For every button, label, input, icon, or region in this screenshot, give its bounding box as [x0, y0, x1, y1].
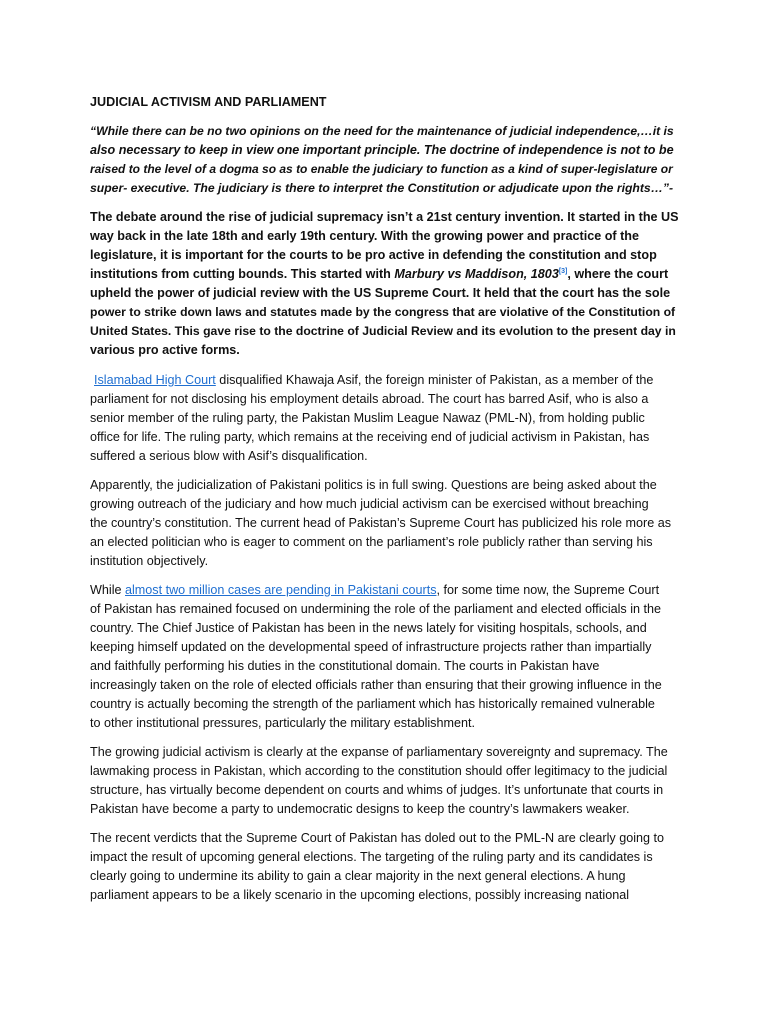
paragraph-line: way back in the late 18th and early 19th century. With the growing power and practice of the [90, 229, 639, 243]
case-name: Marbury vs Maddison, 1803 [394, 267, 559, 281]
paragraph-line: institution objectively. [90, 554, 209, 568]
footnote-reference-link[interactable]: [3] [558, 267, 568, 275]
paragraph-line: keeping himself updated on the developmental speed of infrastructure projects rather than impartially [90, 640, 652, 654]
quote-line: also necessary to keep in view one important principle. The doctrine of independence is not to be [90, 143, 674, 157]
paragraph-line: the country’s constitution. The current head of Pakistan’s Supreme Court has publicized his role more as [90, 516, 672, 530]
paragraph-line: structure, has virtually become dependent on courts and whims of judges. It’s unfortunate that courts in [90, 783, 664, 797]
paragraph-line: lawmaking process in Pakistan, which according to the constitution should offer legitimacy to the judicial [90, 764, 668, 778]
paragraph-line: clearly going to undermine its ability to gain a clear majority in the next general elections. A hung [90, 869, 626, 883]
paragraph-line [90, 372, 653, 388]
paragraph-line: of Pakistan has remained focused on undermining the role of the parliament and elected officials in the [90, 602, 662, 616]
paragraph-line [90, 582, 659, 598]
paragraph-line: growing outreach of the judiciary and how much judicial activism can be exercised without breaching [90, 497, 649, 511]
line-text: , where the court [567, 267, 669, 281]
paragraph-line: The recent verdicts that the Supreme Court of Pakistan has doled out to the PML-N are clearly going to [90, 831, 665, 845]
paragraph-line: and faithfully performing his duties in the constitutional domain. The courts in Pakistan have [90, 659, 600, 673]
line-text: disqualified Khawaja Asif, the foreign minister of Pakistan, as a member of the [215, 373, 654, 387]
islamabad-high-court-link[interactable]: Islamabad High Court [94, 373, 216, 387]
paragraph-line: The growing judicial activism is clearly at the expanse of parliamentary sovereignty and supremacy. The [90, 745, 668, 759]
paragraph-line [90, 266, 668, 282]
paragraph-line: country. The Chief Justice of Pakistan has been in the news lately for visiting hospitals, schools, and [90, 621, 647, 635]
paragraph-line: legislature, it is important for the courts to be pro active in defending the constitution and stop [90, 248, 657, 262]
paragraph-line: increasingly taken on the role of elected officials rather than ensuring that their growing influence in the [90, 678, 662, 692]
line-text: , for some time now, the Supreme Court [436, 583, 660, 597]
paragraph-line: United States. This gave rise to the doctrine of Judicial Review and its evolution to the present day in [90, 324, 676, 338]
paragraph-line: Pakistan have become a party to undemocratic designs to keep the country’s lawmakers weaker. [90, 802, 630, 816]
paragraph-line: suffered a serious blow with Asif’s disqualification. [90, 449, 368, 463]
document-title: JUDICIAL ACTIVISM AND PARLIAMENT [90, 95, 327, 109]
paragraph-line: office for life. The ruling party, which remains at the receiving end of judicial activism in Pakistan, has [90, 430, 650, 444]
quote-line: “While there can be no two opinions on the need for the maintenance of judicial independence,…it is [90, 124, 674, 138]
paragraph-line: power to strike down laws and statutes made by the congress that are violative of the Constitution of [90, 305, 676, 319]
paragraph-line: upheld the power of judicial review with the US Supreme Court. It held that the court has the sole [90, 286, 671, 300]
paragraph-line: country is actually becoming the strength of the parliament which has historically remained vulnerable [90, 697, 655, 711]
paragraph-line: Apparently, the judicialization of Pakistani politics is in full swing. Questions are being asked about the [90, 478, 657, 492]
quote-line: raised to the level of a dogma so as to enable the judiciary to function as a kind of super-legislature or [90, 162, 673, 176]
paragraph-line: various pro active forms. [90, 343, 240, 357]
line-text: institutions from cutting bounds. This started with [90, 267, 395, 281]
paragraph-line: senior member of the ruling party, the Pakistan Muslim League Nawaz (PML-N), from holding public [90, 411, 645, 425]
paragraph-line: impact the result of upcoming general elections. The targeting of the ruling party and its candidates is [90, 850, 653, 864]
paragraph-line: to other institutional pressures, particularly the military establishment. [90, 716, 475, 730]
paragraph-line: parliament appears to be a likely scenario in the upcoming elections, possibly increasing national [90, 888, 630, 902]
paragraph-line: parliament for not disclosing his employment details abroad. The court has barred Asif, who is also a [90, 392, 649, 406]
line-text: While [90, 583, 125, 597]
paragraph-line: an elected politician who is eager to comment on the parliament’s role publicly rather than serving his [90, 535, 653, 549]
paragraph-line: The debate around the rise of judicial supremacy isn’t a 21st century invention. It started in the US [90, 210, 679, 224]
quote-line: super- executive. The judiciary is there to interpret the Constitution or adjudicate upon the rights…”- [90, 181, 674, 195]
pending-cases-link[interactable]: almost two million cases are pending in Pakistani courts [125, 583, 437, 597]
